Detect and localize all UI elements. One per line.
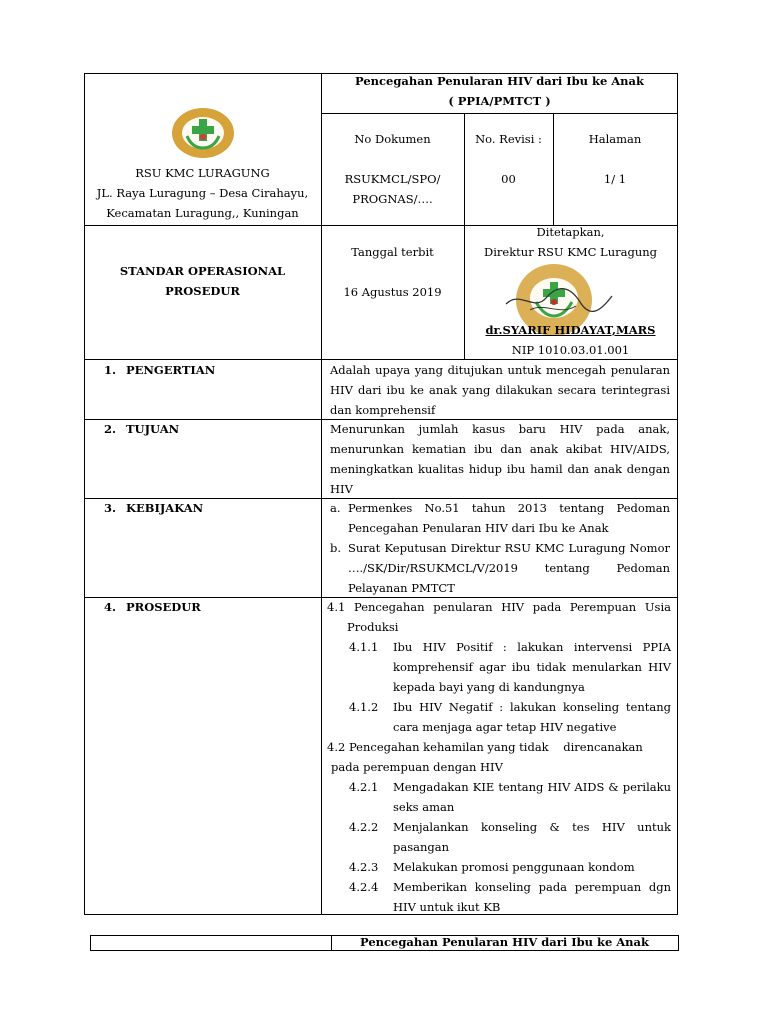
subsection-4-1-title: 4.1 Pencegahan penularan HIV pada Perempuan Usia <box>327 600 671 614</box>
subsection-4-2-title: 4.2 Pencegahan kehamilan yang tidak direncanakan <box>327 740 643 754</box>
section-label: KEBIJAKAN <box>126 501 204 515</box>
text-line: Produksi <box>347 620 399 634</box>
section-pengertian-heading <box>104 360 215 380</box>
text-line: Pelayanan PMTCT <box>348 581 455 595</box>
sop-label-2: PROSEDUR <box>165 284 240 298</box>
section-tujuan-heading <box>104 419 179 439</box>
tanggal-terbit-label: Tanggal terbit <box>351 245 434 259</box>
procedure-step-4-1-2 <box>327 697 671 737</box>
text-line: HIV dari ibu ke anak yang dilakukan secara terintegrasi <box>330 383 670 397</box>
sop-label-1: STANDAR OPERASIONAL <box>119 264 286 278</box>
text-line: Permenkes No.51 tahun 2013 tentang Pedoman <box>348 501 670 515</box>
text-line: Ibu HIV Negatif : lakukan konseling tentang <box>393 700 671 714</box>
direktur-label: Direktur RSU KMC Luragung <box>484 245 657 259</box>
kebijakan-item-a <box>330 498 670 538</box>
procedure-step-4-1-1 <box>327 637 671 697</box>
table-border-right <box>677 73 678 915</box>
text-line: seks aman <box>393 800 455 814</box>
doc-title-line2: ( PPIA/PMTCT ) <box>448 94 551 108</box>
procedure-step-4-2-1 <box>327 777 671 817</box>
step-number: 4.2.3 <box>349 860 379 874</box>
doc-title-line1: Pencegahan Penularan HIV dari Ibu ke Anak <box>355 74 644 88</box>
hospital-address-line1: JL. Raya Luragung – Desa Cirahayu, <box>96 186 309 200</box>
no-revisi-value: 00 <box>501 172 516 186</box>
footer-border-left <box>90 935 91 951</box>
title-row-divider <box>321 113 678 114</box>
no-revisi-label: No. Revisi : <box>475 132 542 146</box>
text-line: pada perempuan dengan HIV <box>331 760 503 774</box>
procedure-step-4-2-3 <box>327 857 671 877</box>
text-line: Melakukan promosi penggunaan kondom <box>393 860 635 874</box>
signature <box>500 282 620 322</box>
hospital-logo <box>170 106 236 160</box>
hospital-name: RSU KMC LURAGUNG <box>135 166 270 180</box>
section-label: PENGERTIAN <box>126 363 216 377</box>
section-number: 1. <box>104 363 117 377</box>
step-number: 4.1.2 <box>349 700 379 714</box>
hospital-address-line2: Kecamatan Luragung,, Kuningan <box>106 206 299 220</box>
halaman-value: 1/ 1 <box>603 172 627 186</box>
section-label: PROSEDUR <box>126 600 201 614</box>
text-line: HIV untuk ikut KB <box>393 900 501 914</box>
step-number: 4.2.2 <box>349 820 379 834</box>
list-marker: a. <box>330 501 341 515</box>
text-line: komprehensif agar ibu tidak menularkan HIV <box>393 660 671 674</box>
text-line: HIV <box>330 482 353 496</box>
tanggal-terbit-value: 16 Agustus 2019 <box>343 285 442 299</box>
procedure-step-4-2-4 <box>327 877 671 917</box>
step-number: 4.2.4 <box>349 880 379 894</box>
halaman-label: Halaman <box>588 132 642 146</box>
text-line: Surat Keputusan Direktur RSU KMC Luragung Nomor <box>348 541 670 555</box>
section-prosedur-content <box>327 597 671 917</box>
section-number: 4. <box>104 600 117 614</box>
step-number: 4.1.1 <box>349 640 379 654</box>
section-number: 2. <box>104 422 117 436</box>
section-pengertian-content <box>330 360 670 420</box>
text-line: Pencegahan Penularan HIV dari Ibu ke Anak <box>348 521 609 535</box>
text-line: Ibu HIV Positif : lakukan intervensi PPIA <box>393 640 671 654</box>
ditetapkan-label: Ditetapkan, <box>536 225 605 239</box>
text-line: …./SK/Dir/RSUKMCL/V/2019 tentang Pedoman <box>348 561 670 575</box>
text-line: Mengadakan KIE tentang HIV AIDS & perilaku <box>393 780 671 794</box>
signer-name: dr.SYARIF HIDAYAT,MARS <box>485 323 656 337</box>
text-line: Adalah upaya yang ditujukan untuk mencegah penularan <box>330 363 670 377</box>
text-line: meningkatkan kualitas hidup ibu hamil dan anak dengan <box>330 462 670 476</box>
text-line: kepada bayi yang di kandungnya <box>393 680 585 694</box>
text-line: Menjalankan konseling & tes HIV untuk <box>393 820 671 834</box>
footer-border-right <box>678 935 679 951</box>
no-dokumen-value-2: PROGNAS/…. <box>352 192 433 206</box>
step-number: 4.2.1 <box>349 780 379 794</box>
footer-border-bottom <box>90 950 679 951</box>
text-line: dan komprehensif <box>330 403 436 417</box>
section-tujuan-content <box>330 419 670 499</box>
section-label: TUJUAN <box>126 422 180 436</box>
text-line: cara menjaga agar tetap HIV negative <box>393 720 617 734</box>
text-line: menurunkan kematian ibu dan anak akibat HIV/AIDS, <box>330 442 670 456</box>
signer-nip: NIP 1010.03.01.001 <box>511 343 630 357</box>
text-line: Menurunkan jumlah kasus baru HIV pada anak, <box>330 422 670 436</box>
kebijakan-item-b <box>330 538 670 598</box>
section-kebijakan-heading <box>104 498 203 518</box>
text-line: pasangan <box>393 840 450 854</box>
section-prosedur-heading <box>104 597 201 617</box>
no-dokumen-label: No Dokumen <box>354 132 431 146</box>
text-line: Memberikan konseling pada perempuan dgn <box>393 880 671 894</box>
list-marker: b. <box>330 541 342 555</box>
section-kebijakan-content <box>330 498 670 598</box>
procedure-step-4-2-2 <box>327 817 671 857</box>
section-number: 3. <box>104 501 117 515</box>
footer-title: Pencegahan Penularan HIV dari Ibu ke Anak <box>360 935 649 949</box>
no-dokumen-value-1: RSUKMCL/SPO/ <box>344 172 441 186</box>
